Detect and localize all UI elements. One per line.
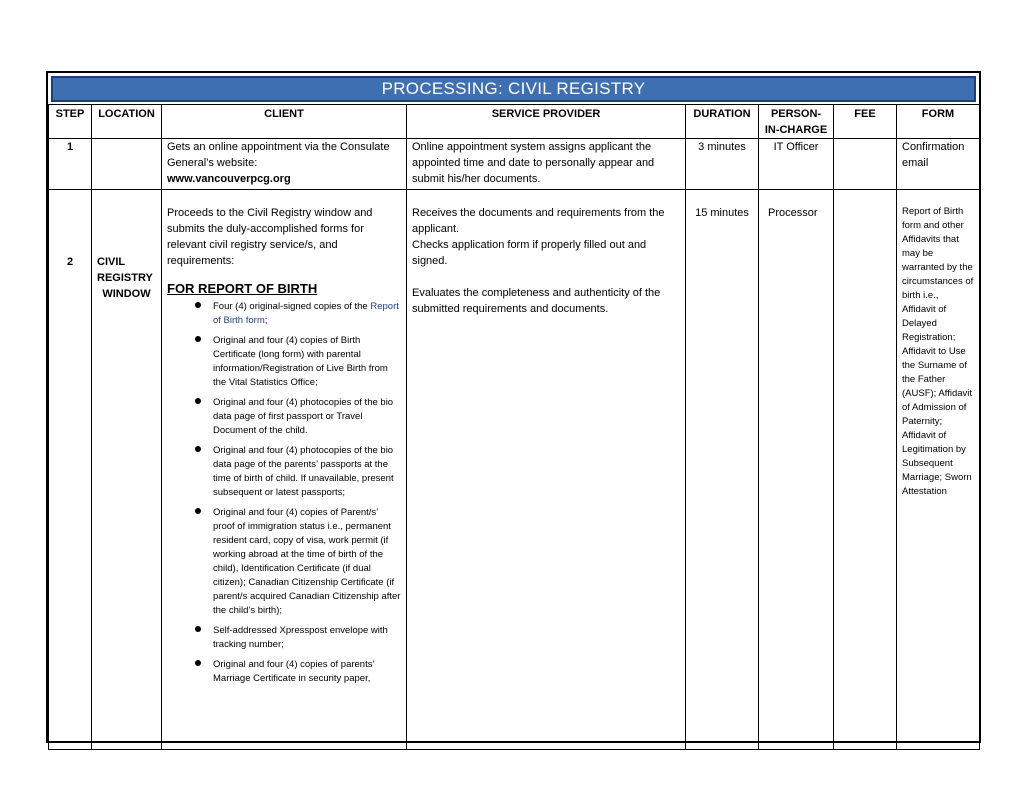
processing-table [48, 104, 980, 750]
header-fee: FEE [834, 105, 897, 139]
step-cell: 1 [49, 139, 92, 190]
service-step: Checks application form if properly filled out and signed. [412, 239, 647, 267]
table-row [49, 190, 980, 750]
list-item: Self-addressed Xpresspost envelope with tracking number; [167, 624, 401, 652]
form-cell: Confirmation email [897, 139, 980, 190]
fee-cell [834, 190, 897, 750]
location-line: WINDOW [102, 288, 151, 300]
requirements-list [167, 300, 401, 686]
bullet-icon [195, 446, 201, 452]
header-form: FORM [897, 105, 980, 139]
header-client: CLIENT [162, 105, 407, 139]
website-link[interactable]: www.vancouverpcg.org [167, 173, 291, 185]
step-cell [49, 190, 92, 750]
fee-cell [834, 139, 897, 190]
location-line: CIVIL [97, 256, 126, 268]
bullet-icon [195, 660, 201, 666]
title-bar [51, 76, 976, 102]
list-item: Four (4) original-signed copies of the Report of Birth form; [167, 300, 401, 328]
header-person-in-charge: PERSON-IN-CHARGE [759, 105, 834, 139]
client-cell [162, 139, 407, 190]
service-step: Evaluates the completeness and authenticity of the submitted requirements and documents. [412, 287, 661, 315]
header-service-provider: SERVICE PROVIDER [407, 105, 686, 139]
list-item: Original and four (4) copies of Parent/s’ proof of immigration status i.e., permanent resident card, copy of visa, work permit (if working abroad at the time of birth of the child), Identification Certificate (if dual citizen); Canadian Citizenship Certificate (if parent/s acquired Canadian Citizenship after the child’s birth); [167, 506, 401, 618]
person-in-charge-cell: Processor [759, 190, 834, 750]
bullet-icon [195, 336, 201, 342]
service-provider-cell: Online appointment system assigns applicant the appointed time and date to personally appear and submit his/her documents. [407, 139, 686, 190]
person-in-charge-cell: IT Officer [759, 139, 834, 190]
list-item: Original and four (4) copies of Birth Certificate (long form) with parental information/Registration of Live Birth from the Vital Statistics Office; [167, 334, 401, 390]
service-provider-cell [407, 190, 686, 750]
list-item: Original and four (4) photocopies of the bio data page of first passport or Travel Document of the child. [167, 396, 401, 438]
location-cell [92, 190, 162, 750]
bullet-icon [195, 398, 201, 404]
report-of-birth-link[interactable]: Report of Birth form [213, 301, 399, 326]
client-intro: Proceeds to the Civil Registry window and submits the duly-accomplished forms for relevant civil registry service/s, and requirements: [167, 207, 373, 267]
client-text: Gets an online appointment via the Consulate General’s website: [167, 141, 390, 169]
header-location: LOCATION [92, 105, 162, 139]
step-number: 2 [66, 256, 74, 268]
bullet-icon [195, 508, 201, 514]
table-row [49, 139, 980, 190]
location-line: REGISTRY [97, 272, 153, 284]
client-cell [162, 190, 407, 750]
service-step: Receives the documents and requirements from the applicant. [412, 207, 665, 235]
list-item: Original and four (4) photocopies of the bio data page of the parents’ passports at the time of birth of child. If unavailable, present subsequent or latest passports; [167, 444, 401, 500]
bullet-icon [195, 302, 201, 308]
header-row [49, 105, 980, 139]
report-of-birth-heading: FOR REPORT OF BIRTH [167, 281, 318, 296]
duration-cell: 15 minutes [686, 190, 759, 750]
location-cell [92, 139, 162, 190]
document-frame [46, 71, 981, 743]
page-title: PROCESSING: CIVIL REGISTRY [381, 79, 646, 98]
header-duration: DURATION [686, 105, 759, 139]
list-item: Original and four (4) copies of parents’ Marriage Certificate in security paper, [167, 658, 401, 686]
duration-cell: 3 minutes [686, 139, 759, 190]
header-step: STEP [49, 105, 92, 139]
form-cell: Report of Birth form and other Affidavits that may be warranted by the circumstances of birth i.e., Affidavit of Delayed Registration; Affidavit to Use the Surname of the Father (AUSF); Affidavit of Admission of Paternity; Affidavit of Legitimation by Subsequent Marriage; Sworn Attestation [897, 190, 980, 750]
bullet-icon [195, 626, 201, 632]
